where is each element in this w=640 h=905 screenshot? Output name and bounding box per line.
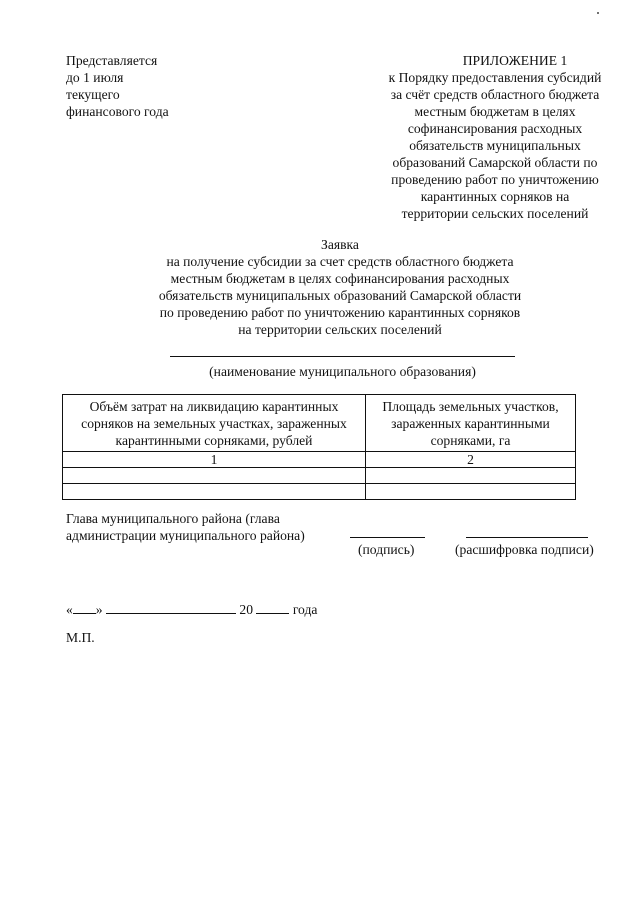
signature-caption: (подпись) [358,542,415,557]
table-header-row [63,395,576,452]
municipality-underline [170,356,515,357]
appendix-line: за счёт средств областного бюджета [390,87,600,102]
appendix-line: проведению работ по уничтожению [391,172,599,187]
costs-cell[interactable] [63,484,366,500]
request-line: местным бюджетам в целях софинансирования расходных [170,271,510,286]
signature-line[interactable] [350,537,425,538]
year-blank[interactable] [256,602,289,614]
stamp-place: М.П. [66,630,95,645]
column-number: 2 [366,452,576,468]
appendix-line: софинансирования расходных [407,121,583,136]
area-cell[interactable] [366,484,576,500]
deadline-line: до 1 июля [66,70,124,85]
municipality-caption: (наименование муниципального образования) [209,364,476,379]
request-title: Заявка [321,237,359,252]
subsidy-table [62,394,576,500]
deadline-line: Представляется [66,53,158,68]
deadline-line: финансового года [66,104,169,119]
appendix-line: образований Самарской области по [392,155,598,170]
head-of-district-label [66,510,305,544]
municipality-name-field[interactable] [170,356,515,380]
appendix-line: местным бюджетам в целях [414,104,576,119]
close-quote: » [95,602,103,617]
header-costs: Объём затрат на ликвидацию карантинных сорняков на земельных участках, зараженных карантинными сорняками, рублей [63,395,366,452]
column-number-row [63,452,576,468]
open-quote: « [66,602,73,617]
deadline-line: текущего [66,87,120,102]
signature-decode-line[interactable] [466,537,588,538]
table-row [63,468,576,484]
request-line: на получение субсидии за счет средств областного бюджета [166,254,514,269]
area-cell[interactable] [366,468,576,484]
appendix-block [375,52,615,222]
signature-decode-caption: (расшифровка подписи) [455,542,594,557]
request-line: на территории сельских поселений [238,322,442,337]
request-heading [0,236,640,338]
header-area: Площадь земельных участков, зараженных карантинными сорняками, га [366,395,576,452]
date-field [66,601,317,618]
appendix-line: карантинных сорняков на [420,189,570,204]
submission-deadline-note [66,52,169,120]
head-label-line: администрации муниципального района) [66,528,305,543]
scan-speck [597,12,599,14]
table-row [63,484,576,500]
appendix-line: территории сельских поселений [401,206,589,221]
request-line: по проведению работ по уничтожению карантинных сорняков [159,305,521,320]
appendix-title: ПРИЛОЖЕНИЕ 1 [462,53,568,68]
year-suffix: года [292,602,318,617]
request-line: обязательств муниципальных образований Самарской области [158,288,522,303]
year-prefix: 20 [239,602,253,617]
appendix-line: обязательств муниципальных [409,138,581,153]
column-number: 1 [63,452,366,468]
costs-cell[interactable] [63,468,366,484]
appendix-line: к Порядку предоставления субсидий [388,70,602,85]
day-blank[interactable] [73,602,96,614]
month-blank[interactable] [106,602,236,614]
head-label-line: Глава муниципального района (глава [66,511,280,526]
